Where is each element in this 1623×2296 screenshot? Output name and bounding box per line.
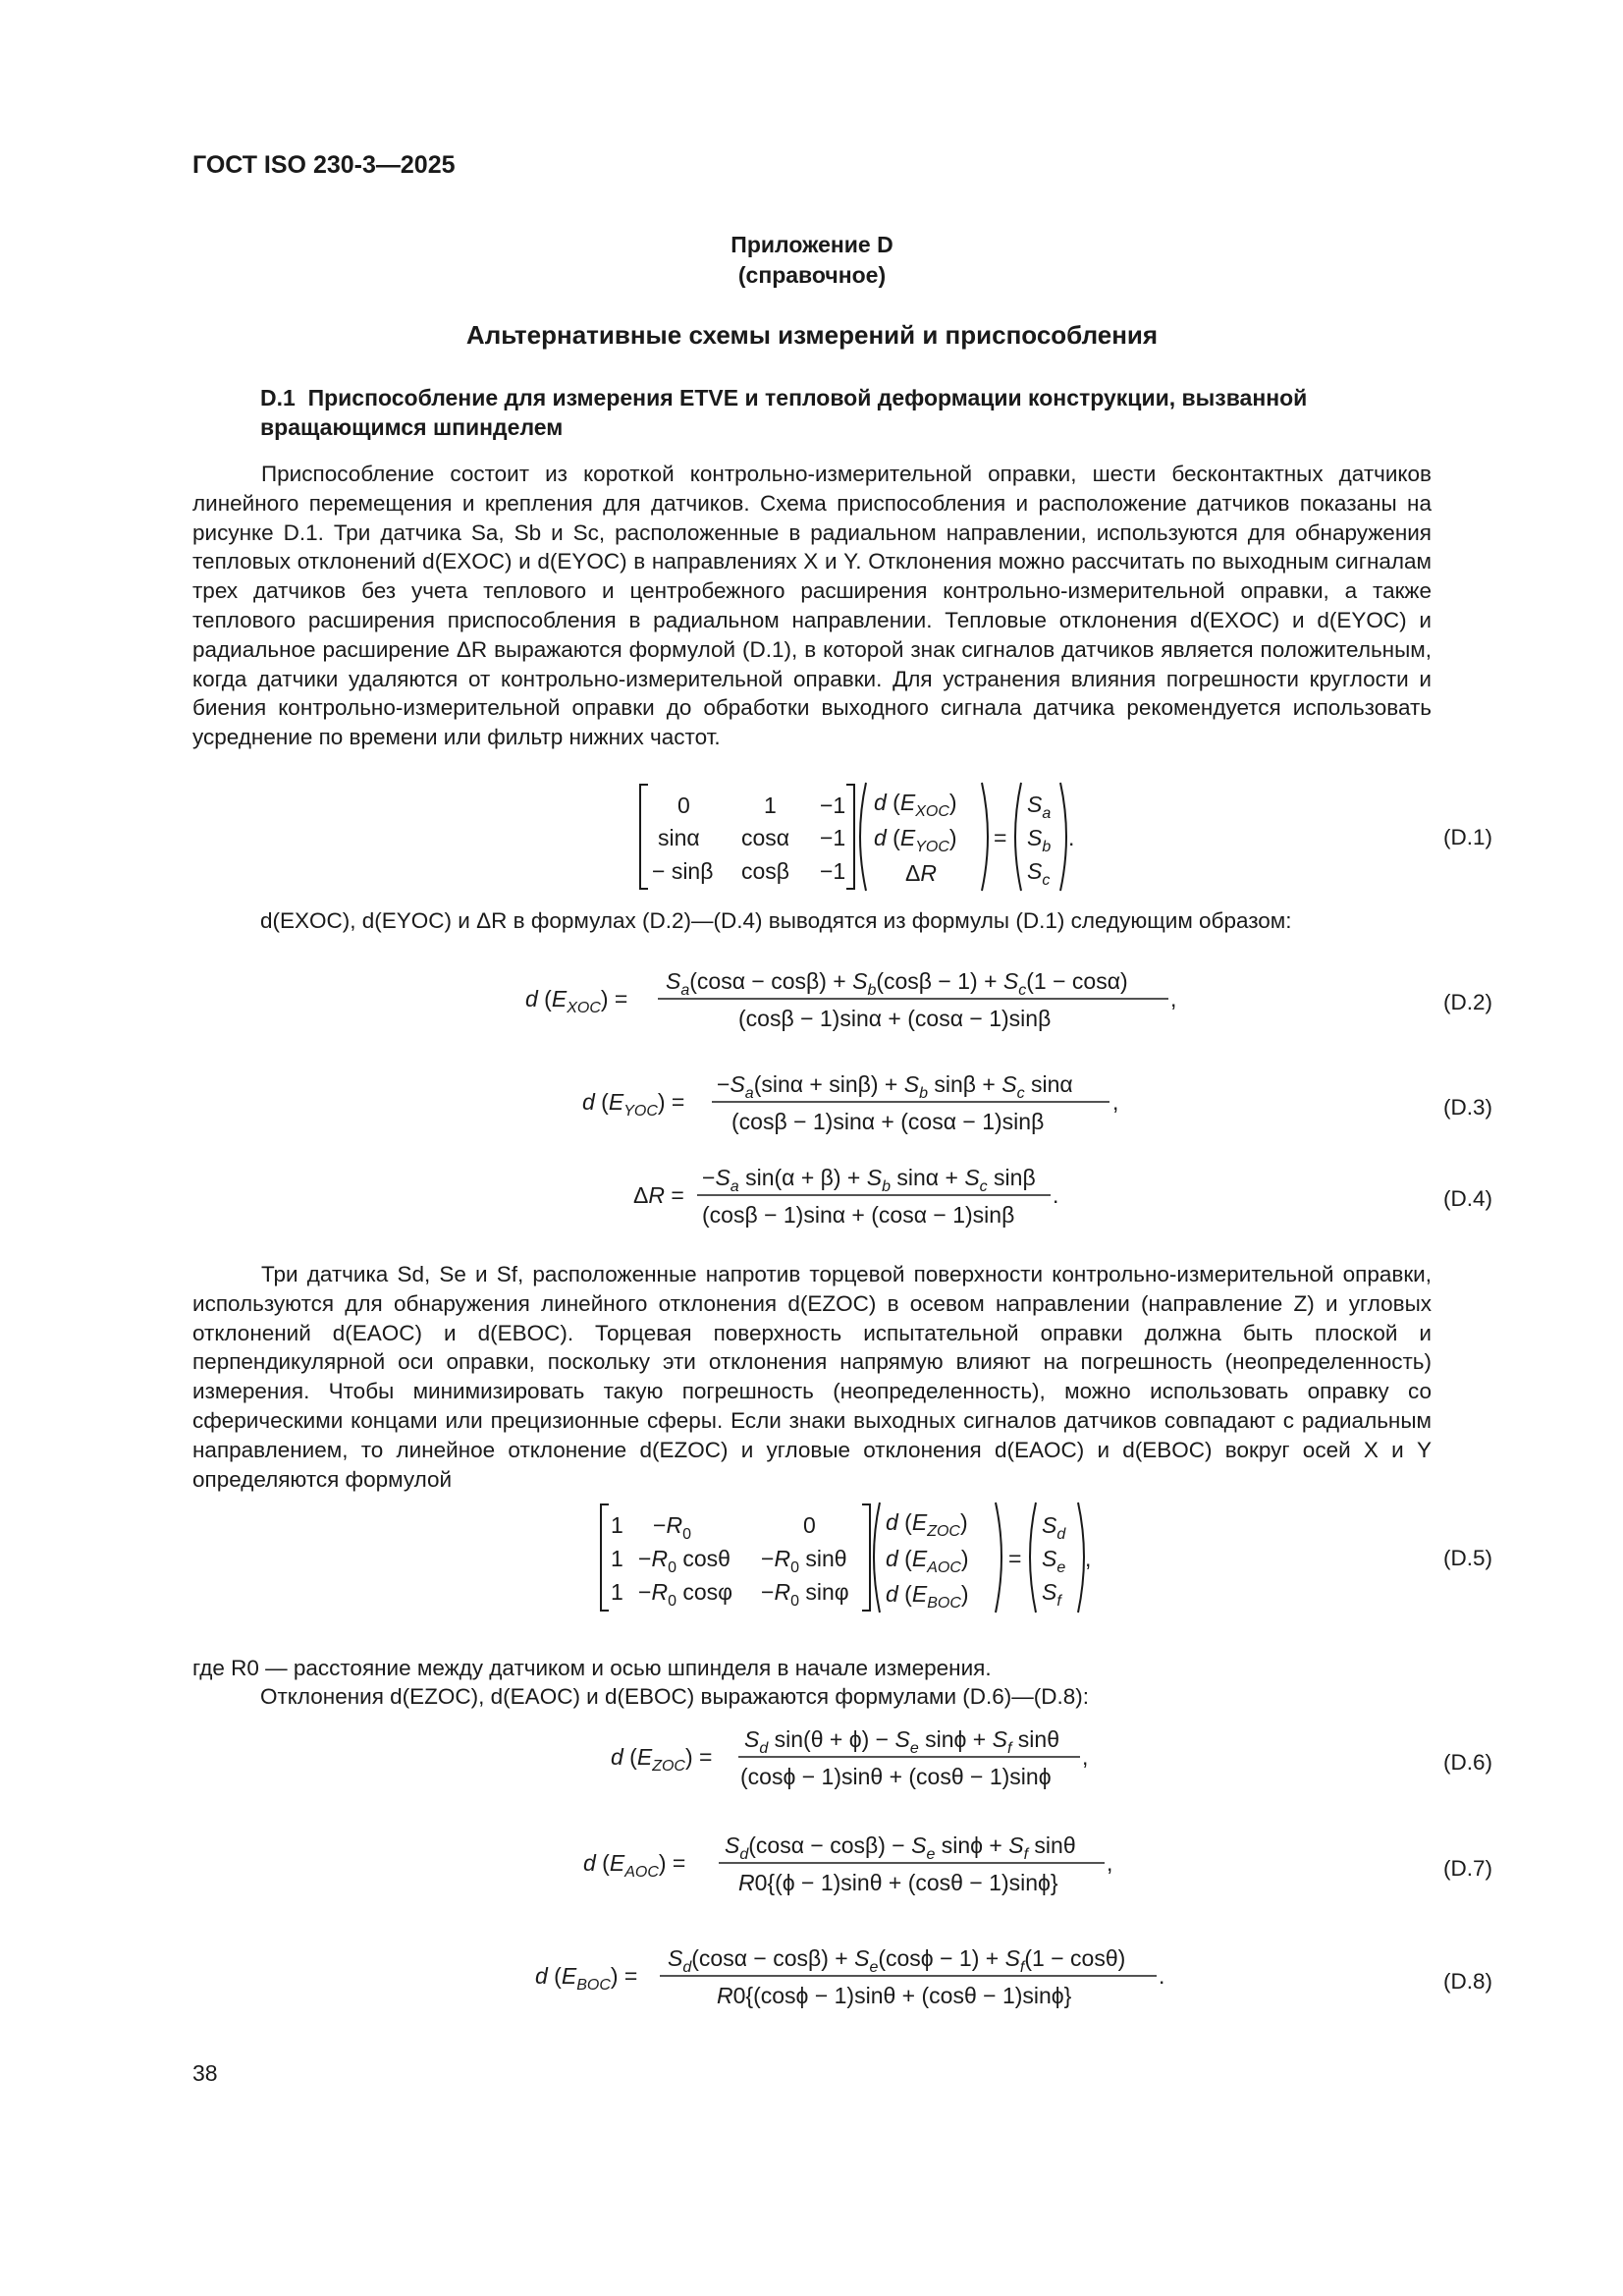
svg-text:d (EAOC) =: d $(E_{AOC})$ = <box>583 1850 686 1881</box>
svg-text:ΔR =: ΔR = <box>633 1182 684 1208</box>
vector-d1-sensors <box>1015 783 1066 891</box>
section-heading <box>260 383 1429 442</box>
vector-d1-unknowns <box>860 783 988 891</box>
svg-text:,: , <box>1085 1546 1092 1571</box>
svg-text:− sinβ: − sinβ <box>652 858 714 884</box>
vector-d5-sensors <box>1030 1503 1084 1613</box>
paragraph-axial-sensors: Три датчика Sd, Se и Sf, расположенные напротив торцевой поверхности контрольно-измерительной оправки, используются для обнаружения линейного отклонения d(EZOC) в осевом направлении (направление Z) и угловых отклонений d(EAOC) и d(EBOC). Торцевая поверхность испытательной оправки должна быть плоской и перпендикулярной оси оправки, поскольку эти отклонения напрямую влияют на погрешность (неопределенность) измерения. Чтобы минимизировать такую погрешность (неопределенность), можно использовать оправку со сферическими концами или прецизионные сферы. Если знаки выходных сигналов датчиков совпадают с радиальным направлением, то линейное отклонение d(EZOC) и угловые отклонения d(EAOC) и d(EBOC) вокруг осей X и Y определяются формулой <box>192 1262 1432 1492</box>
svg-text:Sf: $S_f$ <box>1042 1579 1061 1610</box>
svg-text:1: 1 <box>611 1512 623 1538</box>
svg-text:=: = <box>994 825 1007 850</box>
equation-d6-graphic <box>0 1721 1623 1799</box>
svg-text:(cosϕ − 1)sinθ + (cosθ − 1)sin: (cosϕ − 1)sinθ + (cosθ − 1)sinϕ <box>740 1764 1052 1789</box>
equation-number: (D.4) <box>1443 1186 1492 1211</box>
svg-text:−1: −1 <box>820 793 846 818</box>
svg-text:,: , <box>1082 1744 1089 1770</box>
svg-text:sinα: sinα <box>658 825 700 850</box>
annex-status: (справочное) <box>737 262 887 288</box>
svg-text:Sc: $S_c$ <box>1027 858 1051 889</box>
svg-text:Sd: $S_d$ <box>1042 1512 1066 1543</box>
annex-title: Альтернативные схемы измерений и приспособления <box>465 320 1159 350</box>
svg-text:−R0 sinφ: $-R_0$ sinφ <box>761 1579 849 1610</box>
svg-text:Sd sin(θ + ϕ) − Se sinϕ + Sf s: $S_d$ $\sin(\theta + \phi) - S_e$ $\sin\phi + S_f$ sinθ <box>744 1726 1059 1757</box>
svg-text:1: 1 <box>611 1546 623 1571</box>
equation-d1-graphic <box>0 781 1623 908</box>
svg-text:d (EBOC) =: d $(E_{BOC})$ = <box>535 1963 638 1994</box>
equation-d8-graphic <box>0 1940 1623 2018</box>
svg-text:.: . <box>1053 1182 1059 1208</box>
svg-text:d (EZOC): d $(E_{ZOC})$ <box>886 1509 968 1540</box>
svg-text:Sd(cosα − cosβ) + Se(cosϕ − 1): $S_d(\cos\alpha - \cos\beta) + S_e(\cos\phi - 1) + S_f(1 - \cos\theta)$ <box>668 1945 1126 1976</box>
svg-text:d (EAOC): d $(E_{AOC})$ <box>886 1546 969 1576</box>
svg-text:1: 1 <box>611 1579 623 1605</box>
svg-text:(cosβ − 1)sinα + (cosα − 1)sin: (cosβ − 1)sinα + (cosα − 1)sinβ <box>738 1006 1052 1031</box>
svg-text:R0{(ϕ − 1)sinθ + (cosθ − 1)sin: R0{(ϕ − 1)sinθ + (cosθ − 1)sinϕ} <box>738 1870 1058 1895</box>
svg-text:cosα: cosα <box>741 825 790 850</box>
svg-text:−Sa sin(α + β) + Sb sinα + Sc: $-S_a$ $\sin(\alpha + \beta) + S_b$ $\sin\alpha + S_c$ sinβ <box>702 1165 1036 1195</box>
equation-d5-graphic <box>0 1501 1623 1628</box>
svg-text:−R0 cosθ: $-R_0$ cosθ <box>638 1546 730 1576</box>
equation-number: (D.8) <box>1443 1969 1492 1994</box>
equation-number: (D.7) <box>1443 1856 1492 1881</box>
equation-d7-graphic <box>0 1827 1623 1905</box>
svg-text:(cosβ − 1)sinα + (cosα − 1)sin: (cosβ − 1)sinα + (cosα − 1)sinβ <box>702 1202 1015 1228</box>
svg-text:0: 0 <box>677 793 690 818</box>
svg-text:−R0 cosφ: $-R_0$ cosφ <box>638 1579 733 1610</box>
svg-text:−R0 sinθ: $-R_0$ sinθ <box>761 1546 847 1576</box>
svg-text:R0{(cosϕ − 1)sinθ + (cosθ − 1): R0{(cosϕ − 1)sinθ + (cosθ − 1)sinϕ} <box>717 1983 1072 2008</box>
r0-definition: где R0 — расстояние между датчиком и осью шпинделя в начале измерения. <box>192 1656 992 1680</box>
svg-text:Sa(cosα − cosβ) + Sb(cosβ − 1): $S_a(\cos\alpha - \cos\beta) + S_b(\cos\beta - 1) + S_c(1 - \cos\alpha)$ <box>666 968 1128 999</box>
svg-text:cosβ: cosβ <box>741 858 790 884</box>
annex-label: Приложение D <box>730 232 893 257</box>
equation-number: (D.6) <box>1443 1750 1492 1775</box>
svg-text:d (EZOC) =: d $(E_{ZOC})$ = <box>611 1744 713 1775</box>
svg-text:.: . <box>1068 825 1075 850</box>
equation-number: (D.3) <box>1443 1095 1492 1120</box>
vector-d5-unknowns <box>874 1503 1001 1613</box>
svg-text:(cosβ − 1)sinα + (cosα − 1)sin: (cosβ − 1)sinα + (cosα − 1)sinβ <box>731 1109 1045 1134</box>
svg-text:−Sa(sinα + sinβ) + Sb sinβ + S: $-S_a(\sin\alpha + \sin\beta) + S_b$ $\sin\beta + S_c$ sinα <box>717 1071 1073 1102</box>
svg-text:Sd(cosα − cosβ) − Se sinϕ + Sf: $S_d(\cos\alpha - \cos\beta) - S_e$ $\sin\phi + S_f$ sinθ <box>725 1832 1076 1863</box>
section-title: Приспособление для измерения ETVE и тепловой деформации конструкции, вызванной вращающимся шпинделем <box>260 385 1308 440</box>
svg-text:0: 0 <box>803 1512 816 1538</box>
derivation-intro-2: Отклонения d(EZOC), d(EAOC) и d(EBOC) выражаются формулами (D.6)—(D.8): <box>260 1684 1090 1709</box>
svg-text:,: , <box>1107 1850 1113 1876</box>
svg-text:,: , <box>1112 1089 1119 1115</box>
equation-d4-graphic <box>0 1159 1623 1237</box>
svg-text:d (EYOC) =: d $(E_{YOC})$ = <box>582 1089 685 1120</box>
derivation-intro: d(EXOC), d(EYOC) и ΔR в формулах (D.2)—(D.4) выводятся из формулы (D.1) следующим образом: <box>260 908 1292 933</box>
matrix-d1-coeff <box>640 785 854 889</box>
equation-d3-graphic <box>0 1066 1623 1144</box>
svg-text:−R0: $-R_0$ <box>653 1512 691 1543</box>
svg-text:d (EYOC): d $(E_{YOC})$ <box>874 825 957 855</box>
equation-number: (D.2) <box>1443 990 1492 1014</box>
equation-number: (D.5) <box>1443 1546 1492 1570</box>
section-number: D.1 <box>260 385 296 410</box>
svg-text:d (EXOC) =: d $(E_{XOC})$ = <box>525 986 628 1016</box>
svg-text:=: = <box>1008 1546 1022 1571</box>
page-number: 38 <box>192 2060 218 2086</box>
paragraph-fixture-description: Приспособление состоит из короткой контрольно-измерительной оправки, шести бесконтактных датчиков линейного перемещения и крепления для датчиков. Схема приспособления и расположение датчиков показаны на рисунке D.1. Три датчика Sa, Sb и Sc, расположенные в радиальном направлении, используются для обнаружения тепловых отклонений d(EXOC) и d(EYOC) в направлениях X и Y. Отклонения можно рассчитать по выходным сигналам трех датчиков без учета теплового и центробежного расширения контрольно-измерительной оправки, а также теплового расширения приспособления в радиальном направлении. Тепловые отклонения d(EXOC) и d(EYOC) и радиальное расширение ΔR выражаются формулой (D.1), в которой знак сигналов датчиков является положительным, когда датчики удаляются от контрольно-измерительной оправки. Для устранения влияния погрешности круглости и биения контрольно-измерительной оправки до обработки выходного сигнала датчика рекомендуется использовать усреднение по времени или фильтр нижних частот. <box>192 462 1432 750</box>
equation-d2-graphic <box>0 962 1623 1041</box>
svg-text:Sa: $S_a$ <box>1027 792 1052 822</box>
svg-text:−1: −1 <box>820 858 846 884</box>
svg-text:d (EXOC): d $(E_{XOC})$ <box>874 790 957 820</box>
svg-text:Sb: $S_b$ <box>1027 825 1052 855</box>
equation-number: (D.1) <box>1443 825 1492 849</box>
svg-text:Se: $S_e$ <box>1042 1546 1066 1576</box>
svg-text:ΔR: ΔR <box>905 860 937 886</box>
document-header: ГОСТ ISO 230-3—2025 <box>192 151 456 179</box>
svg-text:−1: −1 <box>820 825 846 850</box>
annex-heading <box>192 230 1432 291</box>
svg-text:1: 1 <box>764 793 777 818</box>
svg-text:.: . <box>1159 1963 1165 1989</box>
svg-text:,: , <box>1170 986 1177 1011</box>
matrix-d5-coeff <box>601 1504 870 1611</box>
svg-text:d (EBOC): d $(E_{BOC})$ <box>886 1581 969 1612</box>
